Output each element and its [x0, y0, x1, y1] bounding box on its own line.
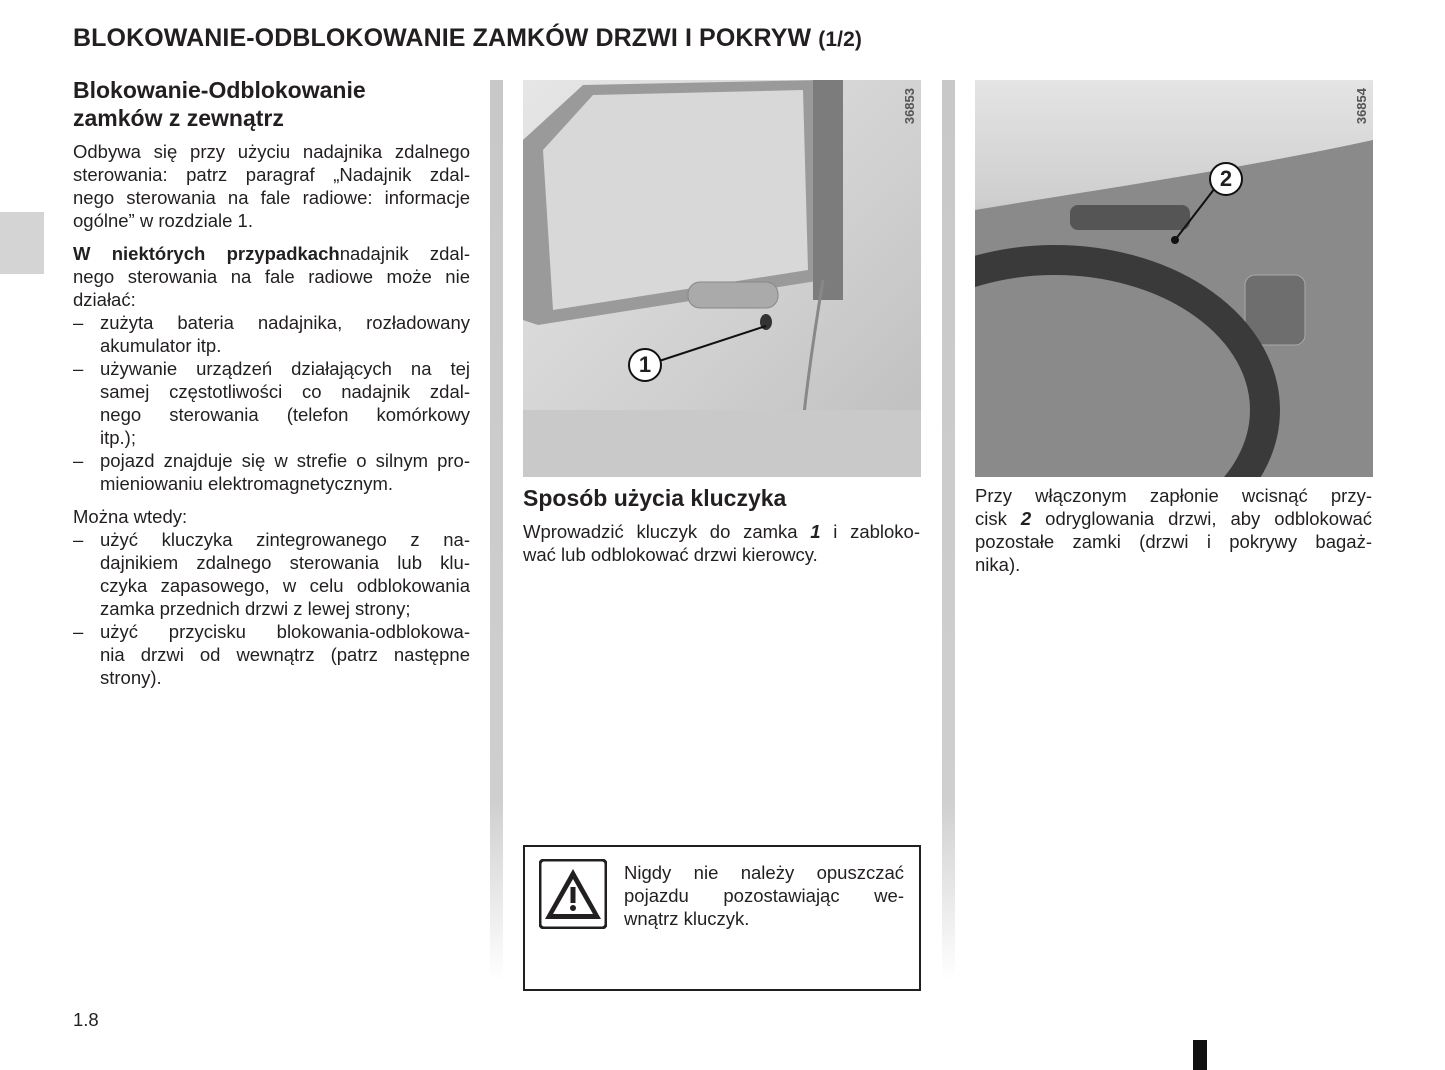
- text-line: samej częstotliwości co nadajnik zdal-: [100, 381, 470, 402]
- text: odryglowania drzwi, aby odblokować: [1031, 508, 1372, 529]
- intro-paragraph: [73, 140, 470, 232]
- ref-number: 2: [1020, 508, 1032, 529]
- text-line: wać lub odblokować drzwi kierowcy.: [523, 544, 818, 565]
- list-item: [73, 311, 470, 357]
- car-door-drawing: [523, 80, 921, 477]
- dash: –: [73, 358, 84, 379]
- text-line: dajnikiem zdalnego sterowania lub klu-: [100, 552, 470, 573]
- text-line: itp.);: [100, 427, 136, 448]
- cases-paragraph: [73, 242, 470, 495]
- section-heading: [73, 76, 470, 132]
- list-item: [73, 449, 470, 495]
- page-number: 1.8: [73, 1009, 99, 1030]
- text-line: zużyta bateria nadajnika, rozładowany: [100, 312, 470, 333]
- text-line: sterowania: patrz paragraf „Nadajnik zdal-: [73, 164, 470, 185]
- dash: –: [73, 529, 84, 550]
- text-line: nia drzwi od wewnątrz (patrz następne: [100, 644, 470, 665]
- column-divider: [942, 80, 955, 980]
- title-page-indicator: (1/2): [818, 28, 862, 51]
- heading-line: zamków z zewnątrz: [73, 105, 284, 131]
- text-line: Odbywa się przy użyciu nadajnika zdalnego: [73, 141, 470, 162]
- ref-number: 1: [810, 521, 821, 542]
- text-line: użyć przycisku blokowania-odblokowa-: [100, 621, 470, 642]
- text-line: [73, 242, 470, 265]
- text: i zabloko-: [820, 521, 920, 542]
- text-line: pojazdu pozostawiając we-: [624, 885, 904, 906]
- text-line: czyka zapasowego, w celu odblokowania: [100, 575, 470, 596]
- bold-text: W niektórych przypadkach: [73, 243, 340, 264]
- text-line: ogólne” w rozdziale 1.: [73, 210, 253, 231]
- text-line: Przy włączonym zapłonie wcisnąć przy-: [975, 485, 1372, 506]
- text-line: [523, 520, 920, 543]
- section-end-marker: [1193, 1040, 1207, 1070]
- list-item: [73, 357, 470, 449]
- dash: –: [73, 450, 84, 471]
- list-item: [73, 528, 470, 620]
- text-line: nego sterowania (telefon komórkowy: [100, 404, 470, 425]
- text-line: nego sterowania na fale radiowe może nie: [73, 266, 470, 287]
- warning-triangle-icon: [539, 859, 607, 929]
- text: Wprowadzić kluczyk do zamka: [523, 521, 811, 542]
- heading-line: Blokowanie-Odblokowanie: [73, 77, 366, 103]
- callout-1: 1: [628, 348, 662, 382]
- page-title: [73, 24, 862, 53]
- text-line: Nigdy nie należy opuszczać: [624, 862, 904, 883]
- dashboard-button-illustration: [975, 80, 1373, 477]
- image-code: 36854: [1354, 88, 1369, 125]
- text-line: strony).: [100, 667, 162, 688]
- text: cisk: [975, 508, 1021, 529]
- middle-column: [523, 484, 920, 566]
- section-heading: Sposób użycia kluczyka: [523, 485, 787, 511]
- text-line: pojazd znajduje się w strefie o silnym pro-: [100, 450, 470, 471]
- text-line: mieniowaniu elektromagnetycznym.: [100, 473, 394, 494]
- text-line: działać:: [73, 289, 136, 310]
- dashboard-drawing: [975, 80, 1373, 477]
- text-line: akumulator itp.: [100, 335, 222, 356]
- then-paragraph: [73, 505, 470, 689]
- text-line: użyć kluczyka zintegrowanego z na-: [100, 529, 470, 550]
- callout-2: 2: [1209, 162, 1243, 196]
- text-line: pozostałe zamki (drzwi i pokrywy bagaż-: [975, 531, 1372, 552]
- text-line: używanie urządzeń działających na tej: [100, 358, 470, 379]
- text-line: zamka przednich drzwi z lewej strony;: [100, 598, 411, 619]
- list-item: [73, 620, 470, 689]
- text-line: wnątrz kluczyk.: [624, 908, 750, 929]
- text-line: nego sterowania na fale radiowe: informacje: [73, 187, 470, 208]
- column-divider: [490, 80, 503, 980]
- dash: –: [73, 312, 84, 333]
- chapter-tab: [0, 212, 44, 274]
- image-code: 36853: [902, 88, 917, 125]
- title-text: BLOKOWANIE-ODBLOKOWANIE ZAMKÓW DRZWI I POKRYW: [73, 24, 812, 52]
- text: nadajnik zdal-: [339, 243, 470, 264]
- door-lock-illustration: [523, 80, 921, 477]
- text-line: Można wtedy:: [73, 506, 188, 527]
- text-line: [975, 507, 1372, 530]
- left-column: [73, 76, 470, 699]
- warning-box: [523, 845, 921, 991]
- text-line: nika).: [975, 554, 1021, 575]
- warning-text: [624, 861, 904, 930]
- right-column: [975, 484, 1372, 576]
- dash: –: [73, 621, 84, 642]
